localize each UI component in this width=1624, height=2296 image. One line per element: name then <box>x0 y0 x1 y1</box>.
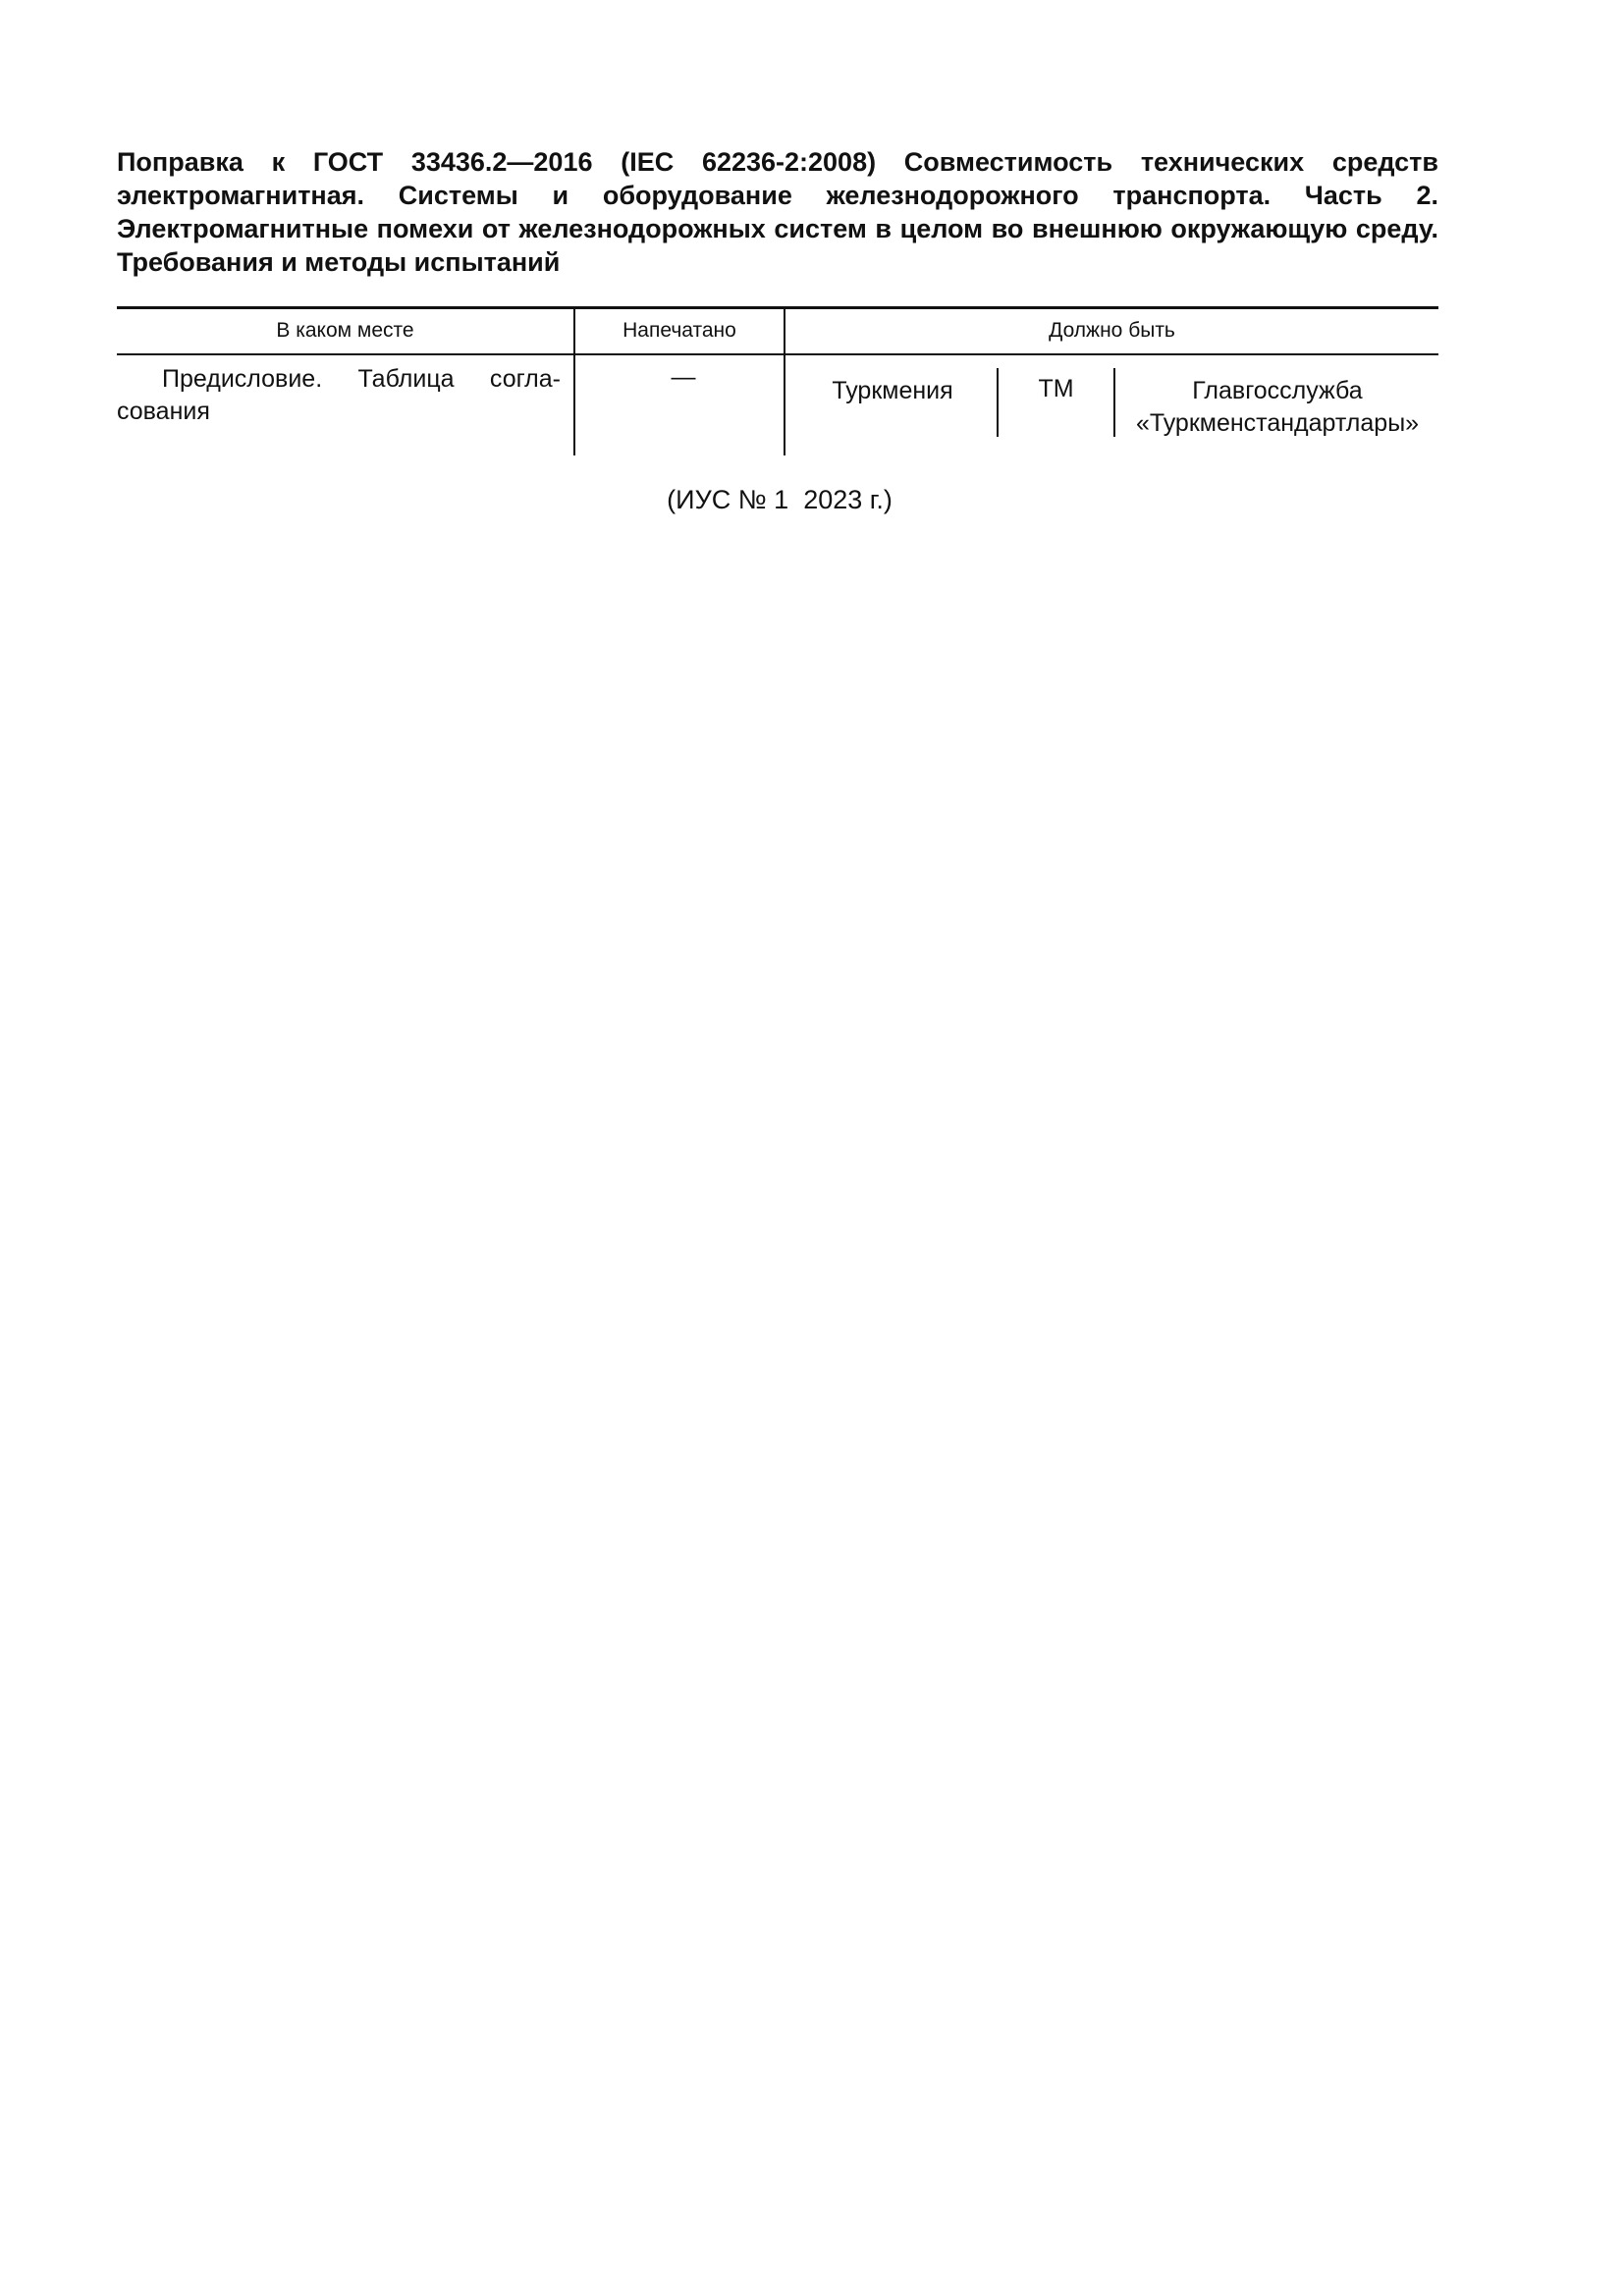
table-top-rule <box>117 306 1438 309</box>
publication-reference: (ИУС № 1 2023 г.) <box>667 485 893 514</box>
table-header-rule <box>117 353 1438 355</box>
header-printed: Напечатано <box>623 319 736 342</box>
header-where: В каком месте <box>276 319 414 342</box>
header-should-be: Должно быть <box>1049 319 1175 342</box>
cell-where: Предисловие. Таблица согла-сования <box>117 365 561 425</box>
cell-printed: — <box>671 363 696 391</box>
corrections-table <box>117 306 1438 455</box>
subcolumn-divider <box>1113 368 1115 437</box>
cell-country-code: ТМ <box>1038 375 1074 402</box>
cell-country: Туркмения <box>832 377 953 404</box>
document-title: Поправка к ГОСТ 33436.2—2016 (IEC 62236-2:2008) Совместимость технических средств электромагнитная. Системы и оборудование железнодорожного транспорта. Часть 2. Электромагнитные помехи от железнодорожных систем в целом во внешнюю окружающую среду. Требования и методы испытаний <box>117 147 1438 277</box>
cell-organization <box>1116 375 1438 440</box>
organization-line-2: «Туркменстандартлары» <box>1135 409 1420 437</box>
organization-line-1: Главгосслужба <box>1192 377 1363 404</box>
